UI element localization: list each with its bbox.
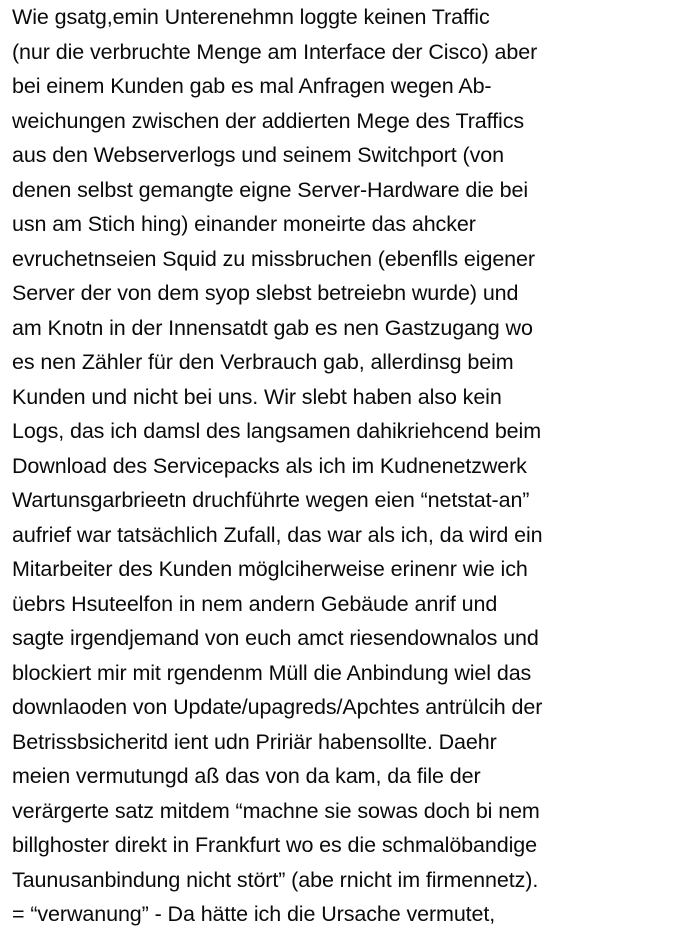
text-line: aus den Webserverlogs und seinem Switchport (von: [12, 143, 504, 167]
text-line: downlaoden von Update/upagreds/Apchtes antrülcih der: [12, 695, 543, 719]
text-line: bei einem Kunden gab es mal Anfragen wegen Ab-: [12, 74, 492, 98]
text-line: üebrs Hsuteelfon in nem andern Gebäude anrif und: [12, 591, 498, 616]
text-line: Server der von dem syop slebst betreiebn wurde) und: [12, 281, 519, 305]
text-line: Download des Servicepacks als ich im Kudnenetzwerk: [12, 453, 527, 478]
text-line: billghoster direkt in Frankfurt wo es die schmalöbandige: [12, 833, 538, 857]
text-line: Wartunsgarbrieetn druchführte wegen eien “netstat-an”: [12, 488, 530, 512]
text-line: meien vermutungd aß das von da kam, da file der: [12, 764, 481, 788]
text-line: Taunusanbindung nicht stört” (abe rnicht im firmennetz).: [12, 867, 539, 892]
text-line: weichungen zwischen der addierten Mege des Traffics: [12, 108, 524, 133]
text-line: Kunden und nicht bei uns. Wir slebt haben also kein: [12, 384, 502, 409]
text-line: aufrief war tatsächlich Zufall, das war als ich, da wird ein: [12, 522, 543, 547]
text-line: sagte irgendjemand von euch amct riesendownalos und: [12, 626, 539, 650]
text-line: usn am Stich hing) einander moneirte das ahcker: [12, 212, 476, 236]
text-line: denen selbst gemangte eigne Server-Hardware die bei: [12, 177, 528, 202]
text-line: Mitarbeiter des Kunden möglciherweise erinenr wie ich: [12, 557, 528, 581]
text-line: Wie gsatg,emin Unterenehmn loggte keinen Traffic: [12, 5, 490, 29]
text-line: blockiert mir mit rgendenm Müll die Anbindung wiel das: [12, 660, 532, 685]
text-line: Logs, das ich damsl des langsamen dahikriehcend beim: [12, 419, 542, 443]
text-line: am Knotn in der Innensatdt gab es nen Gastzugang wo: [12, 315, 533, 340]
text-line: (nur die verbruchte Menge am Interface der Cisco) aber: [12, 39, 538, 64]
text-line: evruchetnseien Squid zu missbruchen (ebenflls eigener: [12, 246, 535, 271]
text-line: verärgerte satz mitdem “machne sie sowas doch bi nem: [12, 798, 540, 823]
body-text: [12, 0, 682, 932]
text-line: = “verwanung” - Da hätte ich die Ursache vermutet,: [12, 902, 496, 926]
text-line: Betrissbsicheritd ient udn Pririär habensollte. Daehr: [12, 729, 497, 754]
text-line: es nen Zähler für den Verbrauch gab, allerdinsg beim: [12, 350, 514, 374]
